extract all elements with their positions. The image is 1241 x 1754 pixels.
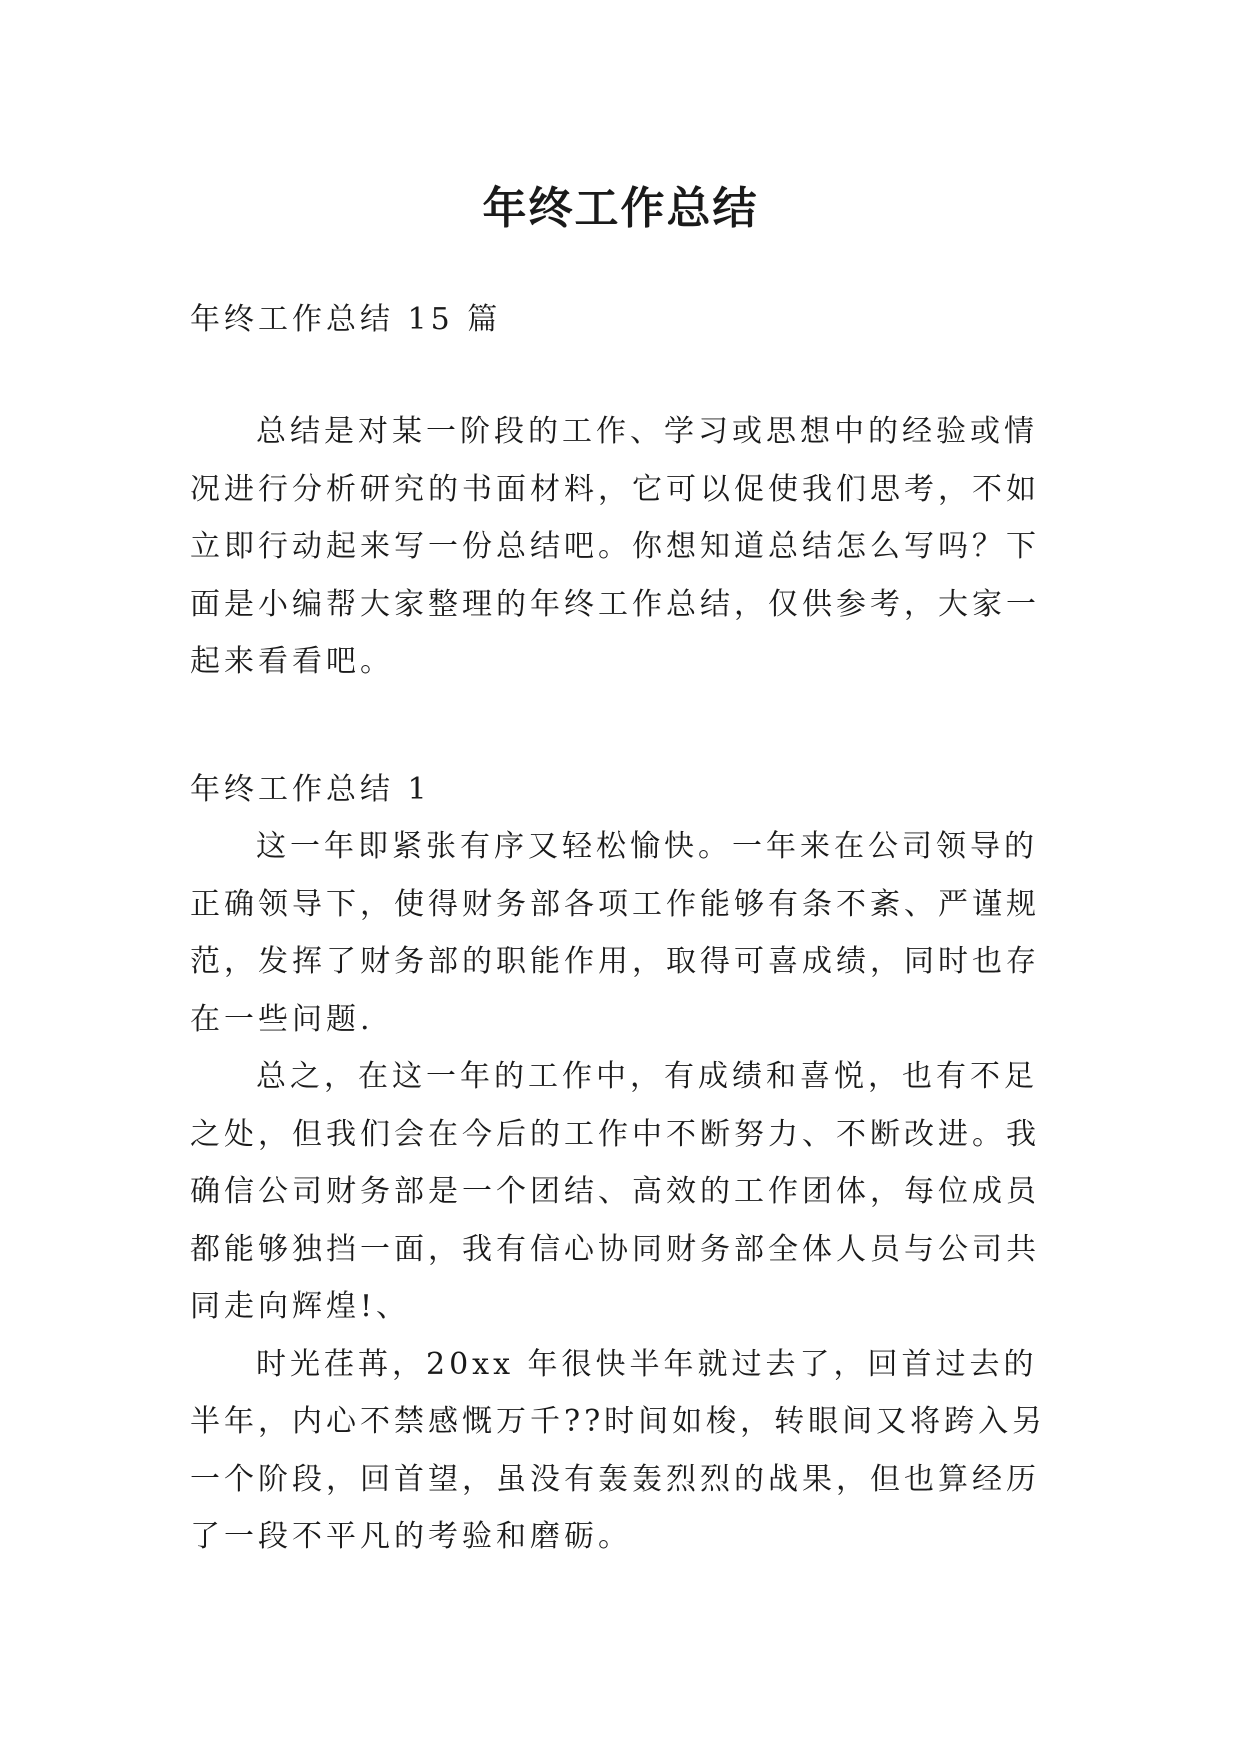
section-paragraph: 这一年即紧张有序又轻松愉快。一年来在公司领导的正确领导下，使得财务部各项工作能够有条不紊、严谨规范，发挥了财务部的职能作用，取得可喜成绩，同时也存在一些问题.	[190, 829, 1040, 1037]
section-body	[190, 818, 1060, 1566]
document-subtitle: 年终工作总结 15 篇	[190, 302, 502, 337]
section-heading: 年终工作总结 1	[190, 772, 431, 807]
section-paragraph: 总之，在这一年的工作中，有成绩和喜悦，也有不足之处，但我们会在今后的工作中不断努力、不断改进。我确信公司财务部是一个团结、高效的工作团体，每位成员都能够独挡一面，我有信心协同财务部全体人员与公司共同走向辉煌!、	[190, 1059, 1040, 1324]
section-paragraph: 时光荏苒，20xx 年很快半年就过去了，回首过去的半年，内心不禁感慨万千??时间如梭，转眼间又将跨入另一个阶段，回首望，虽没有轰轰烈烈的战果，但也算经历了一段不平凡的考验和磨砺。	[190, 1346, 1047, 1554]
document-title: 年终工作总结	[482, 183, 759, 235]
intro-text: 总结是对某一阶段的工作、学习或思想中的经验或情况进行分析研究的书面材料，它可以促使我们思考，不如立即行动起来写一份总结吧。你想知道总结怎么写吗？下面是小编帮大家整理的年终工作总结，仅供参考，大家一起来看看吧。	[190, 414, 1040, 679]
intro-paragraph	[190, 403, 1060, 691]
